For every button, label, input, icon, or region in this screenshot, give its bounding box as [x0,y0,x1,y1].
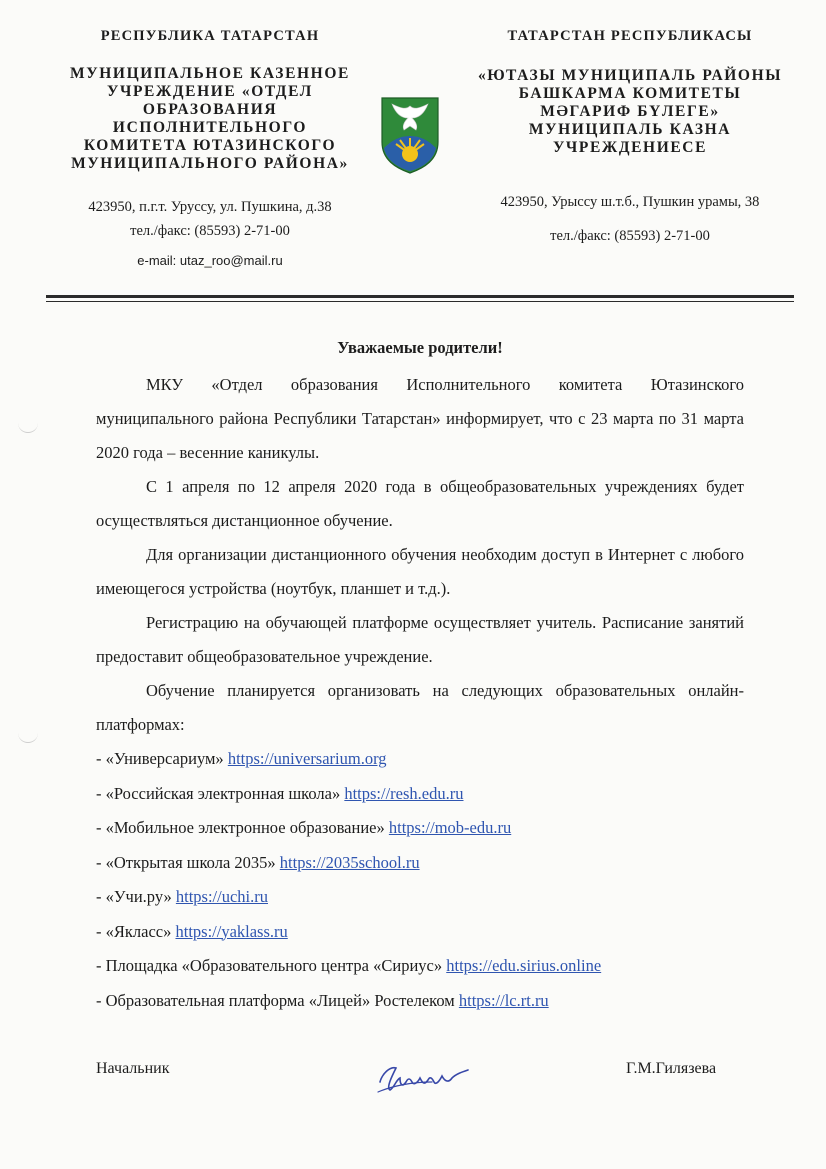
header-left-organization [40,65,380,173]
platform-label: - «Учи.ру» [96,887,172,906]
platform-link[interactable]: https://universarium.org [227,749,387,768]
platform-label: - «Универсариум» [96,749,224,768]
punch-hole-mark [18,420,38,433]
platform-label: - Образовательная платформа «Лицей» Ростелеком [96,990,455,1010]
header-divider-thin [46,301,794,302]
header-right-phone: тел./факс: (85593) 2-71-00 [550,228,710,244]
header-right-organization [460,67,800,157]
platform-link[interactable]: https://yaklass.ru [175,921,288,941]
paragraph: Для организации дистанционного обучения необходим доступ в Интернет с любого имеющегося устройства (ноутбук, планшет и т.д.). [96,545,744,598]
header-left-email: e-mail: utaz_roo@mail.ru [137,253,283,268]
header-divider [46,295,794,298]
punch-hole-mark [18,730,38,743]
list-item [96,915,744,950]
letter-body [96,338,744,1018]
platform-link[interactable]: https://uchi.ru [175,887,268,906]
platform-label: - «Мобильное электронное образование» [96,818,385,837]
header-right [460,28,800,253]
header-left-phone: тел./факс: (85593) 2-71-00 [130,223,290,239]
platform-list [96,742,744,1018]
header-left-country: РЕСПУБЛИКА ТАТАРСТАН [100,28,320,44]
list-item [96,811,744,846]
list-item [96,777,744,812]
org-line: УЧРЕЖДЕНИЕСЕ [552,139,708,156]
platform-link[interactable]: https://mob-edu.ru [388,818,512,837]
header-left-contacts [40,195,380,273]
platform-link[interactable]: https://edu.sirius.online [446,956,602,975]
header-right-address: 423950, Урыссу ш.т.б., Пушкин урамы, 38 [500,194,760,210]
org-line: КОМИТЕТА ЮТАЗИНСКОГО [83,137,337,154]
header-right-country: ТАТАРСТАН РЕСПУБЛИКАСЫ [507,28,753,44]
org-line: УЧРЕЖДЕНИЕ «ОТДЕЛ [107,83,313,100]
org-line: БАШКАРМА КОМИТЕТЫ [518,85,742,102]
greeting: Уважаемые родители! [337,338,503,357]
coat-of-arms-icon [378,96,442,174]
org-line: ОБРАЗОВАНИЯ [142,101,278,118]
list-item [96,984,744,1019]
list-item [96,949,744,984]
platform-label: - Площадка «Образовательного центра «Сириус» [96,956,443,975]
header-right-contacts [460,185,800,253]
org-line: «ЮТАЗЫ МУНИЦИПАЛЬ РАЙОНЫ [477,67,783,84]
paragraph: С 1 апреля по 12 апреля 2020 года в общеобразовательных учреждениях будет осуществляться дистанционное обучение. [96,477,744,530]
platform-label: - «Российская электронная школа» [96,783,341,803]
org-line: МУНИЦИПАЛЬНОЕ КАЗЕННОЕ [70,65,350,82]
org-line: МУНИЦИПАЛЬНОГО РАЙОНА» [71,155,349,172]
paragraph: Обучение планируется организовать на следующих образовательных онлайн-платформах: [96,681,744,734]
handwritten-signature [372,1052,476,1102]
org-line: МУНИЦИПАЛЬ КАЗНА [528,121,732,138]
platform-link[interactable]: https://lc.rt.ru [458,990,549,1010]
header-left-address: 423950, п.г.т. Уруссу, ул. Пушкина, д.38 [88,199,332,215]
org-line: ИСПОЛНИТЕЛЬНОГО [112,119,308,136]
signatory-name: Г.М.Гилязева [626,1060,717,1077]
platform-link[interactable]: https://resh.edu.ru [344,783,464,803]
signature-role: Начальник [96,1060,170,1077]
header-left [40,28,380,273]
list-item [96,880,744,915]
platform-link[interactable]: https://2035school.ru [279,852,420,872]
list-item [96,846,744,881]
org-line: МӘГАРИФ БҮЛЕГЕ» [540,103,720,120]
list-item [96,742,744,777]
platform-label: - «Якласс» [96,921,172,941]
paragraph: МКУ «Отдел образования Исполнительного комитета Ютазинского муниципального района Республики Татарстан» информирует, что с 23 марта по 31 марта 2020 года – весенние каникулы. [96,375,744,462]
platform-label: - «Открытая школа 2035» [96,852,276,872]
paragraph: Регистрацию на обучающей платформе осуществляет учитель. Расписание занятий предоставит общеобразовательное учреждение. [96,613,744,666]
